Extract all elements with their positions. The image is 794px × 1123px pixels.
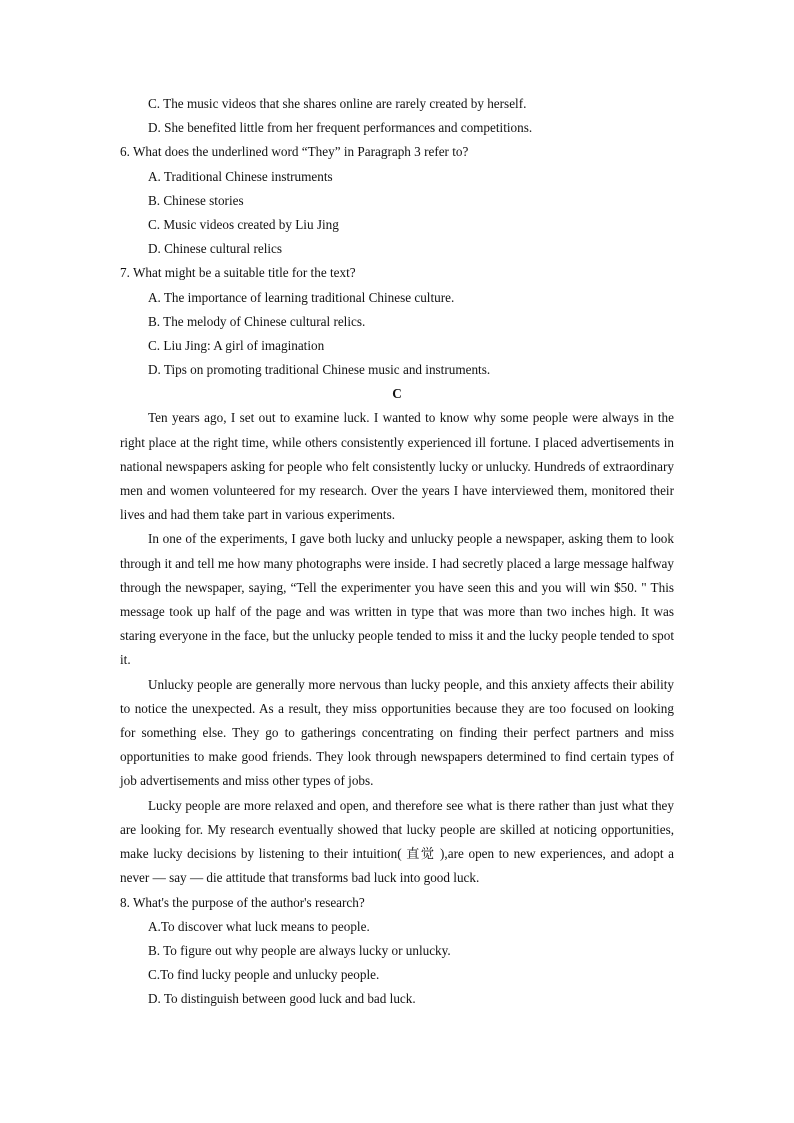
q7-option-a: A. The importance of learning traditional Chinese culture. (148, 289, 455, 305)
passage-paragraph-4: Lucky people are more relaxed and open, and therefore see what is there rather than just what they are looking for. My research eventually showed that lucky people are skilled at noticing opportunities, make lucky decisions by listening to their intuition( 直觉 ),are open to new experiences, and adopt a never — say — die attitude that transforms bad luck into good luck. (120, 797, 674, 886)
q5-option-d: D. She benefited little from her frequent performances and competitions. (148, 120, 533, 136)
passage-paragraph-3: Unlucky people are generally more nervous than lucky people, and this anxiety affects their ability to notice the unexpected. As a result, they miss opportunities because they are too focused on looking for something else. They go to gatherings concentrating on finding their perfect partners and miss opportunities to make good friends. They look through newspapers determined to find certain types of job advertisements and miss other types of jobs. (120, 676, 674, 789)
q6-option-b: B. Chinese stories (148, 192, 244, 208)
worksheet-page (120, 92, 674, 1011)
q6-option-d: D. Chinese cultural relics (148, 241, 283, 257)
question-7: 7. What might be a suitable title for the text? (120, 265, 356, 281)
q8-option-c: C.To find lucky people and unlucky people. (148, 967, 380, 983)
q7-option-d: D. Tips on promoting traditional Chinese music and instruments. (148, 362, 491, 378)
q8-option-b: B. To figure out why people are always lucky or unlucky. (148, 942, 451, 958)
q7-option-c: C. Liu Jing: A girl of imagination (148, 337, 325, 353)
q8-option-d: D. To distinguish between good luck and bad luck. (148, 991, 416, 1007)
question-8: 8. What's the purpose of the author's research? (120, 894, 365, 910)
q6-option-a: A. Traditional Chinese instruments (148, 168, 333, 184)
passage-paragraph-1: Ten years ago, I set out to examine luck. I wanted to know why some people were always in the right place at the right time, while others consistently experienced ill fortune. I placed advertisements in national newspapers asking for people who felt consistently lucky or unlucky. Hundreds of extraordinary men and women volunteered for my research. Over the years I have interviewed them, monitored their lives and had them take part in various experiments. (120, 410, 674, 523)
passage-c (120, 406, 674, 890)
question-6: 6. What does the underlined word “They” in Paragraph 3 refer to? (120, 144, 469, 160)
section-heading: C (392, 386, 402, 402)
q5-option-c: C. The music videos that she shares online are rarely created by herself. (148, 96, 527, 111)
q6-option-c: C. Music videos created by Liu Jing (148, 216, 339, 232)
passage-paragraph-2: In one of the experiments, I gave both lucky and unlucky people a newspaper, asking them to look through it and tell me how many photographs were inside. I had secretly placed a large message halfway through the newspaper, saying, “Tell the experimenter you have seen this and you will win $50. " This message took up half of the page and was written in type that was more than two inches high. It was staring everyone in the face, but the unlucky people tended to miss it and the lucky people tended to spot it. (120, 531, 674, 668)
q8-option-a: A.To discover what luck means to people. (148, 918, 370, 934)
q7-option-b: B. The melody of Chinese cultural relics. (148, 313, 366, 329)
